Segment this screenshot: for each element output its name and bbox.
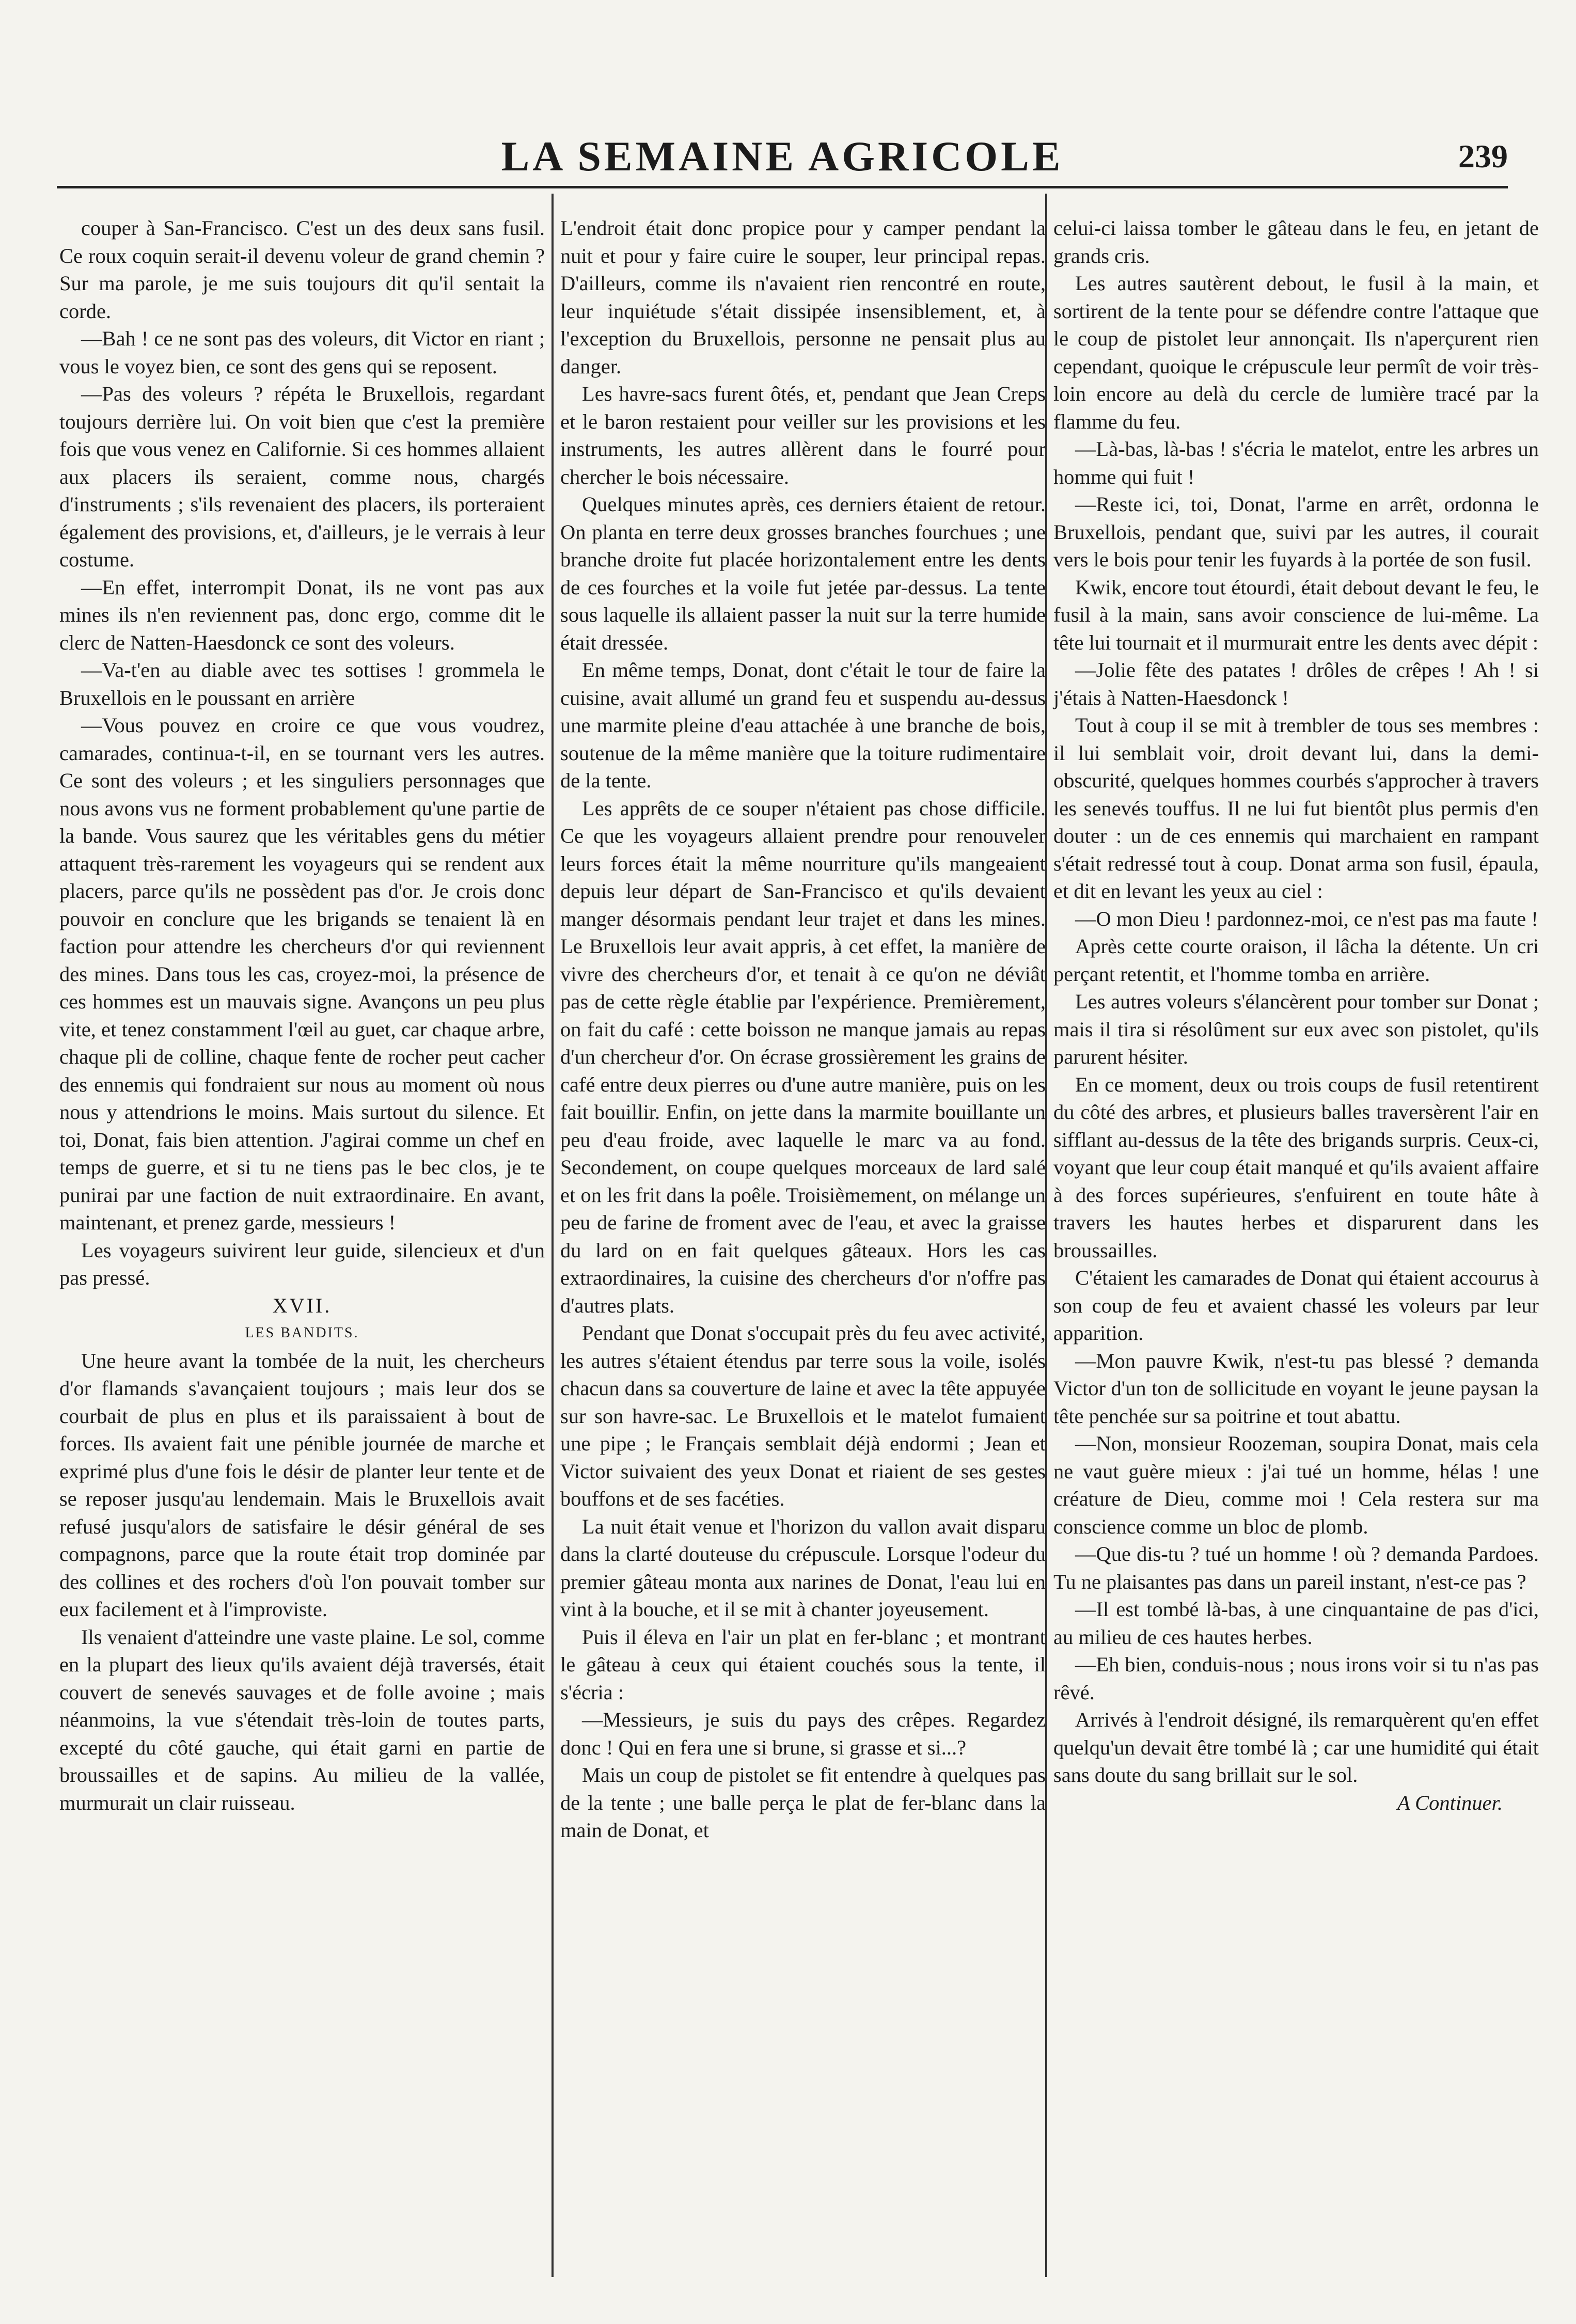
paragraph: La nuit était venue et l'horizon du vallon avait disparu dans la clarté douteuse du crépuscule. Lorsque l'odeur du premier gâteau monta aux narines de Donat, l'eau lui en vint à la bouche, et il se mit à chanter joyeusement. [560,1514,1046,1621]
paragraph: Tout à coup il se mit à trembler de tous ses membres : il lui semblait voir, droit devant lui, dans la demi-obscurité, quelques hommes courbés s'approcher à travers les senevés touffus. Il ne lui fut bientôt plus permis d'en douter : un de ces ennemis qui marchaient en rampant s'était redressé tout à coup. Donat arma son fusil, épaula, et dit en levant les yeux au ciel : [1053,714,1539,903]
paragraph: —Pas des voleurs ? répéta le Bruxellois, regardant toujours derrière lui. On voit bien que c'est la première fois que vous venez en Californie. Si ces hommes allaient aux placers ils seraient, comme nous, chargés d'instruments ; s'ils revenaient des placers, ils porteraient également des provisions, et, d'ailleurs, je le verrais à leur costume. [59,382,545,571]
paragraph: Les autres sautèrent debout, le fusil à la main, et sortirent de la tente pour se défendre contre l'attaque que le coup de pistolet leur annonçait. Ils n'aperçurent rien cependant, quoique le crépuscule leur permît de voir très-loin encore au delà du cercle de lumière tracé par la flamme du feu. [1053,272,1539,433]
paragraph: Les voyageurs suivirent leur guide, silencieux et d'un pas pressé. [59,1238,545,1289]
page-header [57,132,1508,181]
paragraph: Pendant que Donat s'occupait près du feu avec activité, les autres s'étaient étendus par terre sous la voile, isolés chacun dans sa couverture de laine et avec la tête appuyée sur son havre-sac. Le Bruxellois et le matelot fumaient une pipe ; le Français semblait déjà endormi ; Jean et Victor suivaient des yeux Donat et riaient de ses gestes bouffons et de ses facéties. [560,1321,1046,1510]
paragraph: Après cette courte oraison, il lâcha la détente. Un cri perçant retentit, et l'homme tomba en arrière. [1053,935,1539,986]
paragraph: L'endroit était donc propice pour y camper pendant la nuit et pour y faire cuire le souper, leur principal repas. D'ailleurs, comme ils n'avaient rien rencontré en route, leur inquiétude s'était dissipée insensiblement, et, à l'exception du Bruxellois, personne ne pensait plus au danger. [560,216,1046,378]
paragraph: Arrivés à l'endroit désigné, ils remarquèrent qu'en effet quelqu'un devait être tombé là ; car une humidité qui était sans doute du sang brillait sur le sol. [1053,1708,1539,1787]
paragraph: celui-ci laissa tomber le gâteau dans le feu, en jetant de grands cris. [1053,216,1539,267]
paragraph: En ce moment, deux ou trois coups de fusil retentirent du côté des arbres, et plusieurs balles traversèrent l'air en sifflant au-dessus de la tête des brigands surpris. Ceux-ci, voyant que leur coup était manqué et qu'ils avaient affaire à des forces supérieures, s'enfuirent en toute hâte à travers les hautes herbes et disparurent dans les broussailles. [1053,1072,1539,1262]
journal-title: LA SEMAINE AGRICOLE [501,133,1064,180]
paragraph: Les autres voleurs s'élancèrent pour tomber sur Donat ; mais il tira si résolûment sur eux avec son pistolet, qu'ils parurent hésiter. [1053,990,1539,1068]
column-divider [551,194,554,2277]
paragraph: C'étaient les camarades de Donat qui étaient accourus à son coup de feu et avaient chassé les voleurs par leur apparition. [1053,1266,1539,1345]
paragraph: —Que dis-tu ? tué un homme ! où ? demanda Pardoes. Tu ne plaisantes pas dans un pareil instant, n'est-ce pas ? [1053,1542,1539,1593]
paragraph: Quelques minutes après, ces derniers étaient de retour. On planta en terre deux grosses branches fourchues ; une branche droite fut placée horizontalement entre les dents de ces fourches et la voile fut jetée par-dessus. La tente sous laquelle ils allaient passer la nuit sur la terre humide était dressée. [560,493,1046,654]
paragraph: —Là-bas, là-bas ! s'écria le matelot, entre les arbres un homme qui fuit ! [1053,437,1539,488]
page-number: 239 [1458,138,1508,175]
paragraph: Mais un coup de pistolet se fit entendre à quelques pas de la tente ; une balle perça le plat de fer-blanc dans la main de Donat, et [560,1763,1046,1842]
paragraph: Ils venaient d'atteindre une vaste plaine. Le sol, comme en la plupart des lieux qu'ils avaient déjà traversés, était couvert de senevés sauvages et de folle avoine ; mais néanmoins, la vue s'étendait très-loin de toutes parts, excepté du côté gauche, qui était garni en partie de broussailles et de sapins. Au milieu de la vallée, murmurait un clair ruisseau. [59,1625,545,1814]
paragraph: —Jolie fête des patates ! drôles de crêpes ! Ah ! si j'étais à Natten-Haesdonck ! [1053,658,1539,709]
paragraph: —Eh bien, conduis-nous ; nous irons voir si tu n'as pas rêvé. [1053,1653,1539,1704]
paragraph: —Vous pouvez en croire ce que vous voudrez, camarades, continua-t-il, en se tournant vers les autres. Ce sont des voleurs ; et les singuliers personnages que nous avons vus ne forment probablement qu'une partie de la bande. Vous saurez que les véritables gens du métier attaquent très-rarement les voyageurs qui se rendent aux placers, parce qu'ils ne possèdent pas d'or. Je crois donc pouvoir en conclure que les brigands se tenaient là en faction pour attendre les chercheurs d'or qui reviennent des mines. Dans tous les cas, croyez-moi, la présence de ces hommes est un mauvais signe. Avançons un peu plus vite, et tenez constamment l'œil au guet, car chaque arbre, chaque pli de colline, chaque fente de rocher peut cacher des ennemis qui fondraient sur nous au moment où nous nous y attendrions le moins. Mais surtout du silence. Et toi, Donat, fais bien attention. J'agirai comme un chef en temps de guerre, et si tu ne tiens pas le bec clos, je te punirai par une faction de nuit extraordinaire. En avant, maintenant, et prenez garde, messieurs ! [59,714,545,1234]
header-rule [57,186,1508,188]
text-column-3 [1053,214,1539,1816]
text-column-2 [560,214,1046,1844]
paragraph: Une heure avant la tombée de la nuit, les chercheurs d'or flamands s'avançaient toujours ; mais leur dos se courbait de plus en plus et ils paraissaient à bout de forces. Ils avaient fait une pénible journée de marche et exprimé plus d'une fois le désir de planter leur tente et de se reposer jusqu'au lendemain. Mais le Bruxellois avait refusé jusqu'alors de satisfaire le désir général de ses compagnons, parce que la route était trop dominée par des collines et des rochers d'où l'on pouvait tomber sur eux facilement et à l'improviste. [59,1349,545,1621]
paragraph: En même temps, Donat, dont c'était le tour de faire la cuisine, avait allumé un grand feu et suspendu au-dessus une marmite pleine d'eau attachée à une branche de bois, soutenue de la même manière que la toiture rudimentaire de la tente. [560,658,1046,792]
paragraph: —Reste ici, toi, Donat, l'arme en arrêt, ordonna le Bruxellois, pendant que, suivi par les autres, il courait vers le bois pour tenir les fuyards à la portée de son fusil. [1053,493,1539,571]
paragraph: —Mon pauvre Kwik, n'est-tu pas blessé ? demanda Victor d'un ton de sollicitude en voyant le jeune paysan la tête penchée sur sa poitrine et tout abattu. [1053,1349,1539,1428]
paragraph: —O mon Dieu ! pardonnez-moi, ce n'est pas ma faute ! [1075,907,1538,930]
chapter-title: LES BANDITS. [245,1325,359,1341]
paragraph: —Messieurs, je suis du pays des crêpes. Regardez donc ! Qui en fera une si brune, si grasse et si...? [560,1708,1046,1759]
paragraph: Kwik, encore tout étourdi, était debout devant le feu, le fusil à la main, sans avoir conscience de lui-même. La tête lui tournait et il murmurait entre les dents avec dépit : [1053,575,1539,654]
paragraph: Les havre-sacs furent ôtés, et, pendant que Jean Creps et le baron restaient pour veiller sur les provisions et les instruments, les autres allèrent dans le fourré pour chercher le bois nécessaire. [560,382,1046,488]
paragraph: Puis il éleva en l'air un plat en fer-blanc ; et montrant le gâteau à ceux qui étaient couchés sous la tente, il s'écria : [560,1625,1046,1704]
paragraph: —Bah ! ce ne sont pas des voleurs, dit Victor en riant ; vous le voyez bien, ce sont des gens qui se reposent. [59,327,545,378]
text-column-1 [59,214,545,1816]
chapter-number: XVII. [272,1293,332,1317]
paragraph: —Non, monsieur Roozeman, soupira Donat, mais cela ne vaut guère mieux : j'ai tué un homme, hélas ! une créature de Dieu, comme moi ! Cela restera sur ma conscience comme un bloc de plomb. [1053,1432,1539,1538]
paragraph: —Va-t'en au diable avec tes sottises ! grommela le Bruxellois en le poussant en arrière [59,658,545,709]
continuation-note: A Continuer. [1397,1791,1503,1814]
paragraph: —En effet, interrompit Donat, ils ne vont pas aux mines ils n'en reviennent pas, donc ergo, comme dit le clerc de Natten-Haesdonck ce sont des voleurs. [59,575,545,654]
paragraph: —Il est tombé là-bas, à une cinquantaine de pas d'ici, au milieu de ces hautes herbes. [1053,1598,1539,1649]
paragraph: Les apprêts de ce souper n'étaient pas chose difficile. Ce que les voyageurs allaient prendre pour renouveler leurs forces était la même nourriture qu'ils mangeaient depuis leur départ de San-Francisco et qu'ils devaient manger désormais pendant leur trajet et dans les mines. Le Bruxellois leur avait appris, à cet effet, la manière de vivre des chercheurs d'or, et tenait à ce qu'on ne déviât pas de cette règle établie par l'expérience. Premièrement, on fait du café : cette boisson ne manque jamais au repas d'un chercheur d'or. On écrase grossièrement les grains de café entre deux pierres ou d'une autre manière, puis on les fait bouillir. Enfin, on jette dans la marmite bouillante un peu d'eau froide, avec laquelle le marc va au fond. Secondement, on coupe quelques morceaux de lard salé et on les frit dans la poêle. Troisièmement, on mélange un peu de farine de froment avec de l'eau, et avec la graisse du lard on en fait quelques gâteaux. Hors les cas extraordinaires, la cuisine des chercheurs d'or n'offre pas d'autres plats. [560,796,1046,1317]
paragraph: couper à San-Francisco. C'est un des deux sans fusil. Ce roux coquin serait-il devenu voleur de grand chemin ? Sur ma parole, je me suis toujours dit qu'il sentait la corde. [59,216,545,323]
